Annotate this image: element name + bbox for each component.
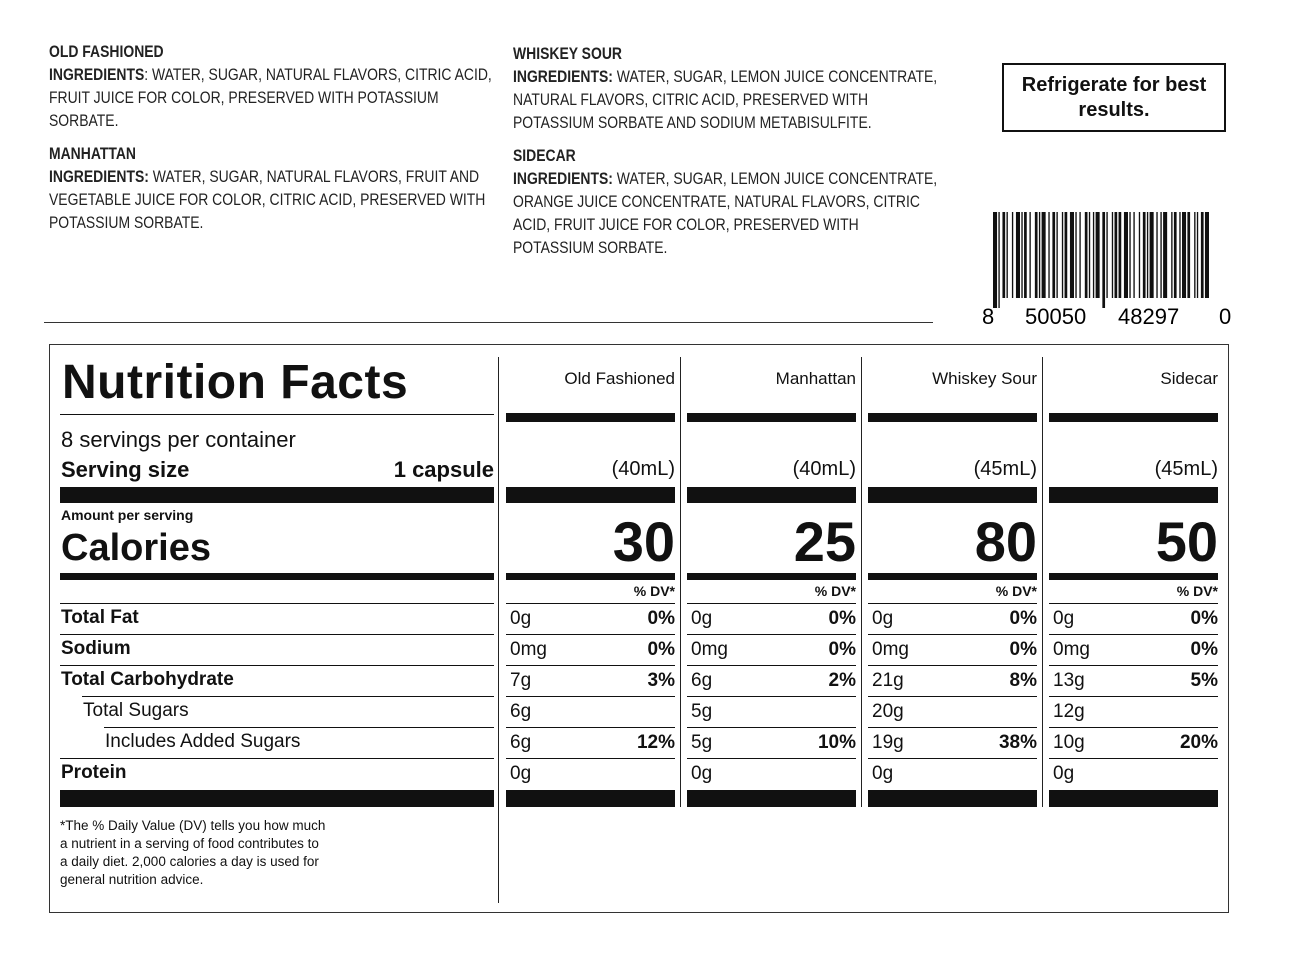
barcode-bar — [1093, 212, 1094, 298]
barcode-bar — [1119, 212, 1122, 298]
barcode — [975, 212, 1233, 328]
bottom-thick-rule — [868, 790, 1037, 807]
barcode-bar — [1139, 212, 1140, 298]
row-divider — [60, 634, 494, 635]
amount-sodium: 0mg — [691, 639, 728, 660]
barcode-bar — [1133, 212, 1134, 298]
amount-sodium: 0mg — [510, 639, 547, 660]
calories-value: 25 — [793, 510, 856, 573]
amount-sodium: 0mg — [1053, 639, 1090, 660]
barcode-bar — [1056, 212, 1057, 298]
bottom-thick-rule — [60, 790, 494, 807]
barcode-bar — [1065, 212, 1068, 298]
dv-sodium: 0% — [647, 639, 675, 660]
amount-total-sugars: 12g — [1053, 701, 1085, 722]
row-divider — [868, 634, 1037, 635]
medium-rule — [687, 573, 856, 580]
row-divider — [506, 727, 675, 728]
row-divider — [60, 665, 494, 666]
amount-protein: 0g — [510, 763, 532, 784]
row-label-total-fat: Total Fat — [61, 607, 139, 628]
row-divider — [506, 696, 675, 697]
barcode-bar — [1102, 212, 1105, 308]
row-divider — [687, 727, 856, 728]
row-label-sodium: Sodium — [61, 638, 131, 659]
barcode-bar — [1096, 212, 1100, 298]
dv-sodium: 0% — [1009, 639, 1037, 660]
barcode-digits-3: 48297 — [1118, 304, 1180, 328]
row-divider — [868, 727, 1037, 728]
barcode-bar — [1042, 212, 1046, 298]
thick-rule — [60, 487, 494, 503]
ingredients-text-sidecar: INGREDIENTS: WATER, SUGAR, LEMON JUICE CONCENTRATE, ORANGE JUICE CONCENTRATE, NATURAL FLAVORS, CITRIC ACID, FRUIT JUICE FOR COLOR, PRESERVED WITH POTASSIUM SORBATE. — [513, 169, 938, 257]
barcode-bar — [1174, 212, 1177, 298]
serving-volume: (40mL) — [611, 458, 675, 480]
row-divider — [506, 665, 675, 666]
row-divider — [687, 696, 856, 697]
barcode-bar — [1179, 212, 1180, 298]
divider — [60, 603, 494, 604]
row-divider — [1049, 758, 1218, 759]
servings-per-container: 8 servings per container — [61, 427, 296, 452]
thick-rule — [506, 487, 675, 503]
row-divider — [868, 696, 1037, 697]
barcode-bar — [1002, 212, 1005, 298]
row-label-total-sugars: Total Sugars — [83, 700, 189, 721]
column-header-whiskey-sour: Whiskey Sour — [932, 369, 1037, 388]
dv-includes-added-sugars: 10% — [817, 732, 856, 753]
dv-includes-added-sugars: 12% — [636, 732, 675, 753]
serving-size-value: 1 capsule — [393, 457, 494, 482]
amount-total-carbohydrate: 6g — [691, 670, 713, 691]
barcode-bar — [1079, 212, 1080, 298]
amount-total-sugars: 20g — [872, 701, 904, 722]
amount-total-carbohydrate: 21g — [872, 670, 904, 691]
column-header-old-fashioned: Old Fashioned — [564, 369, 675, 388]
bottom-thick-rule — [1049, 790, 1218, 807]
dv-total-carbohydrate: 5% — [1190, 670, 1218, 691]
dv-header: % DV* — [1176, 583, 1218, 599]
barcode-bar — [1147, 212, 1148, 298]
amount-protein: 0g — [1053, 763, 1075, 784]
barcode-bar — [1052, 212, 1055, 298]
barcode-bar — [1106, 212, 1107, 298]
column-divider — [680, 357, 681, 807]
row-divider — [687, 665, 856, 666]
barcode-bar — [1021, 212, 1022, 298]
barcode-bar — [1124, 212, 1128, 298]
barcode-bar — [1194, 212, 1195, 298]
dv-total-carbohydrate: 2% — [828, 670, 856, 691]
dv-total-carbohydrate: 8% — [1009, 670, 1037, 691]
row-divider — [1049, 665, 1218, 666]
amount-total-carbohydrate: 7g — [510, 670, 532, 691]
serving-volume: (45mL) — [973, 458, 1037, 480]
serving-volume: (40mL) — [792, 458, 856, 480]
refrigerate-notice: Refrigerate for best results. — [1002, 63, 1226, 132]
serving-size-label: Serving size — [61, 457, 190, 482]
barcode-bar — [1143, 212, 1146, 298]
amount-total-fat: 0g — [1053, 608, 1075, 629]
barcode-bar — [1187, 212, 1190, 298]
ingredients-text-old-fashioned: INGREDIENTS: WATER, SUGAR, NATURAL FLAVORS, CITRIC ACID, FRUIT JUICE FOR COLOR, PRESERVED WITH POTASSIUM SORBATE. — [49, 65, 492, 130]
product-name-whiskey-sour: WHISKEY SOUR — [513, 44, 622, 63]
thick-rule — [687, 487, 856, 503]
barcode-bar — [1171, 212, 1172, 298]
amount-includes-added-sugars: 5g — [691, 732, 713, 753]
header-rule — [868, 413, 1037, 422]
header-rule — [687, 413, 856, 422]
row-divider — [868, 665, 1037, 666]
product-name-manhattan: MANHATTAN — [49, 144, 136, 163]
calories-label: Calories — [61, 527, 211, 569]
calories-value: 30 — [612, 510, 675, 573]
barcode-bars — [993, 212, 1209, 308]
nutrition-facts-title: Nutrition Facts — [62, 356, 409, 409]
dv-includes-added-sugars: 20% — [1179, 732, 1218, 753]
barcode-bar — [1016, 212, 1020, 298]
row-divider — [506, 758, 675, 759]
amount-sodium: 0mg — [872, 639, 909, 660]
row-divider — [868, 758, 1037, 759]
dv-header: % DV* — [633, 583, 675, 599]
dv-sodium: 0% — [1190, 639, 1218, 660]
row-divider — [104, 727, 494, 728]
row-divider — [82, 696, 494, 697]
medium-rule — [1049, 573, 1218, 580]
row-divider — [1049, 634, 1218, 635]
thick-rule — [868, 487, 1037, 503]
barcode-bar — [1075, 212, 1076, 298]
header-rule — [506, 413, 675, 422]
ingredients-text-manhattan: INGREDIENTS: WATER, SUGAR, NATURAL FLAVORS, FRUIT AND VEGETABLE JUICE FOR COLOR, CITRIC ACID, PRESERVED WITH POTASSIUM SORBATE. — [49, 167, 486, 232]
amount-total-fat: 0g — [872, 608, 894, 629]
divider — [868, 603, 1037, 604]
serving-volume: (45mL) — [1154, 458, 1218, 480]
barcode-bar — [993, 212, 997, 308]
barcode-bar — [1201, 212, 1204, 298]
amount-total-sugars: 5g — [691, 701, 713, 722]
dv-total-fat: 0% — [1190, 608, 1218, 629]
divider — [60, 414, 494, 415]
row-label-includes-added-sugars: Includes Added Sugars — [105, 731, 301, 752]
row-divider — [1049, 696, 1218, 697]
barcode-bar — [1085, 212, 1088, 298]
row-divider — [60, 758, 494, 759]
barcode-digit-4: 0 — [1219, 304, 1232, 328]
barcode-bar — [1197, 212, 1198, 298]
barcode-bar — [1039, 212, 1040, 298]
barcode-bar — [1007, 212, 1008, 298]
medium-rule — [868, 573, 1037, 580]
amount-total-carbohydrate: 13g — [1053, 670, 1085, 691]
barcode-bar — [1029, 212, 1030, 298]
barcode-bar — [1205, 212, 1209, 298]
barcode-digits-2: 50050 — [1025, 304, 1087, 328]
dv-total-fat: 0% — [828, 608, 856, 629]
row-label-protein: Protein — [61, 762, 127, 783]
calories-value: 80 — [974, 510, 1037, 573]
daily-value-footnote: *The % Daily Value (DV) tells you how much a nutrient in a serving of food contributes to a daily diet. 2,000 calories a day is used for general nutrition advice. — [60, 818, 326, 887]
barcode-bar — [1024, 212, 1027, 298]
barcode-bar — [1035, 212, 1038, 298]
product-name-sidecar: SIDECAR — [513, 146, 576, 165]
amount-includes-added-sugars: 6g — [510, 732, 532, 753]
barcode-bar — [1012, 212, 1013, 298]
amount-protein: 0g — [691, 763, 713, 784]
dv-header: % DV* — [814, 583, 856, 599]
amount-total-sugars: 6g — [510, 701, 532, 722]
column-divider — [861, 357, 862, 807]
barcode-bar — [1182, 212, 1186, 298]
calories-value: 50 — [1155, 510, 1218, 573]
barcode-bar — [1160, 212, 1161, 298]
amount-total-fat: 0g — [510, 608, 532, 629]
amount-includes-added-sugars: 19g — [872, 732, 904, 753]
ingredients-text-whiskey-sour: INGREDIENTS: WATER, SUGAR, LEMON JUICE CONCENTRATE, NATURAL FLAVORS, CITRIC ACID, PRESERVED WITH POTASSIUM SORBATE AND SODIUM METABISULFITE. — [513, 67, 938, 132]
row-divider — [687, 758, 856, 759]
medium-rule — [60, 573, 494, 580]
barcode-bar — [1062, 212, 1063, 298]
barcode-digit-1: 8 — [982, 304, 995, 328]
medium-rule — [506, 573, 675, 580]
barcode-bar — [1115, 212, 1118, 298]
bottom-thick-rule — [506, 790, 675, 807]
row-divider — [1049, 727, 1218, 728]
divider — [1049, 603, 1218, 604]
column-divider — [1042, 357, 1043, 807]
column-header-manhattan: Manhattan — [775, 369, 856, 388]
barcode-bar — [1150, 212, 1154, 298]
barcode-bar — [1156, 212, 1157, 298]
dv-total-carbohydrate: 3% — [647, 670, 675, 691]
column-header-sidecar: Sidecar — [1160, 369, 1218, 388]
row-label-total-carbohydrate: Total Carbohydrate — [61, 669, 234, 690]
divider-line — [44, 322, 933, 323]
dv-sodium: 0% — [828, 639, 856, 660]
dv-total-fat: 0% — [1009, 608, 1037, 629]
barcode-bar — [1070, 212, 1074, 298]
barcode-bar — [998, 212, 999, 308]
bottom-thick-rule — [687, 790, 856, 807]
dv-total-fat: 0% — [647, 608, 675, 629]
barcode-bar — [1048, 212, 1049, 298]
barcode-bar — [1163, 212, 1167, 298]
dv-header: % DV* — [995, 583, 1037, 599]
barcode-bar — [1129, 212, 1130, 298]
column-divider — [498, 357, 499, 903]
ingredients-left-column — [49, 40, 508, 234]
dv-includes-added-sugars: 38% — [998, 732, 1037, 753]
row-divider — [687, 634, 856, 635]
divider — [506, 603, 675, 604]
barcode-bar — [1112, 212, 1113, 298]
amount-protein: 0g — [872, 763, 894, 784]
ingredients-middle-column — [513, 42, 939, 259]
amount-per-serving: Amount per serving — [61, 507, 194, 523]
product-name-old-fashioned: OLD FASHIONED — [49, 42, 164, 61]
thick-rule — [1049, 487, 1218, 503]
divider — [687, 603, 856, 604]
barcode-bar — [1089, 212, 1090, 298]
amount-total-fat: 0g — [691, 608, 713, 629]
header-rule — [1049, 413, 1218, 422]
row-divider — [506, 634, 675, 635]
amount-includes-added-sugars: 10g — [1053, 732, 1085, 753]
